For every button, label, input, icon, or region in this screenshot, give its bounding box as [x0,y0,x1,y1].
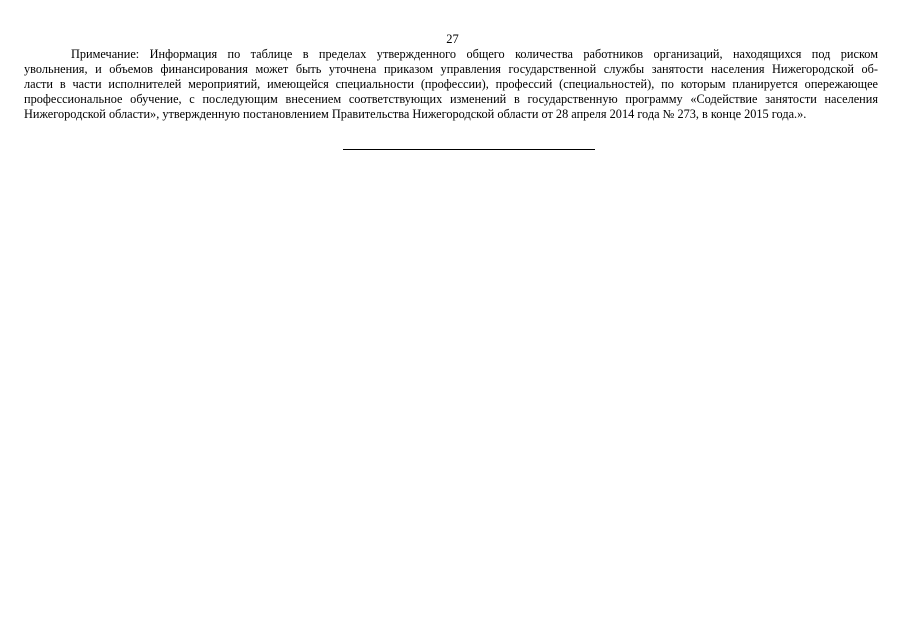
note-line: Нижегородской области», утвержденную постановлением Правительства Нижегородской области от 28 апреля 2014 года № 273, в конце 2015 года.». [24,107,807,121]
note-line: профессиональное обучение, с последующим внесением соответствующих изменений в государственную программу «Содействие занятости населения [24,92,878,106]
note-line: ласти в части исполнителей мероприятий, имеющейся специальности (профессии), профессий (специальностей), по которым планируется опережающее [24,77,878,91]
note-line: увольнения, и объемов финансирования может быть уточнена приказом управления государственной службы занятости населения Нижегородской об- [24,62,878,76]
end-divider-rule [343,149,595,150]
note-line: Примечание: Информация по таблице в пределах утвержденного общего количества работников организаций, находящихся под риском [71,47,878,61]
page-number: 27 [446,32,459,46]
note-paragraph [24,47,878,122]
